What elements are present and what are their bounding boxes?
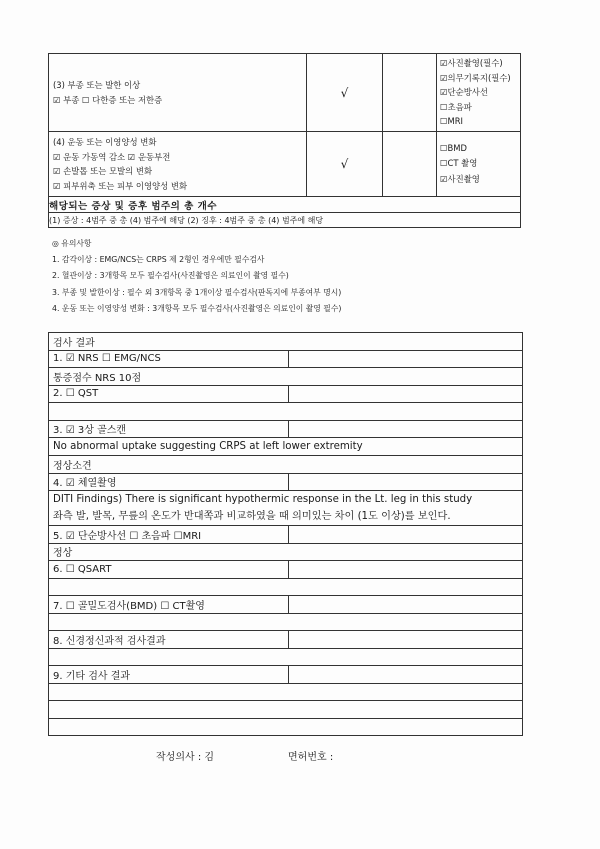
result-bmd: 7. ☐ 골밀도검사(BMD) ☐ CT촬영 <box>49 596 289 614</box>
option: ☐초음파 <box>440 101 472 112</box>
note-item: 1. 감각이상 : EMG/NCS는 CRPS 제 2형인 경우에만 필수검사 <box>52 255 265 265</box>
result-nrs-note: 통증점수 NRS 10점 <box>49 368 523 386</box>
note-item: 2. 혈관이상 : 3개항목 모두 필수검사(사진촬영은 의료인이 촬영 필수) <box>52 271 289 281</box>
option: ☑사진촬영 <box>440 173 480 184</box>
edema-line: ☑ 부종 ☐ 다한증 또는 저한증 <box>53 94 163 105</box>
notes-section <box>52 236 341 317</box>
motor-options <box>437 132 521 197</box>
option: ☐BMD <box>440 142 467 153</box>
result-psych: 8. 신경정신과적 검사결과 <box>49 631 289 649</box>
result-nrs: 1. ☑ NRS ☐ EMG/NCS <box>49 350 289 368</box>
result-thermo-text: DITI Findings) There is significant hypothermic response in the Lt. leg in this study 좌측 발, 발목, 무릎의 온도가 반대쪽과 비교하였을 때 의미있는 차이 (1도 이상)를 보인다. <box>49 491 523 526</box>
motor-line: ☑ 피부위축 또는 피부 이영양성 변화 <box>53 180 188 191</box>
result-thermo: 4. ☑ 체열촬영 <box>49 473 289 491</box>
result-qst: 2. ☐ QST <box>49 385 289 403</box>
result-xray-note: 정상 <box>49 543 523 561</box>
motor-line: ☑ 운동 가동역 감소 ☑ 운동부전 <box>53 151 171 162</box>
edema-check: √ <box>307 54 383 132</box>
notes-heading: ◎ 유의사항 <box>52 239 92 248</box>
option: ☐CT 촬영 <box>440 158 478 169</box>
option: ☐MRI <box>440 116 464 127</box>
result-bonescan-note: 정상소견 <box>49 456 523 474</box>
doctor-name: 작성의사 : 김 <box>156 752 215 763</box>
note-item: 3. 부종 및 발한이상 : 필수 외 3개항목 중 1개이상 필수검사(판독지에 부종여부 명시) <box>52 287 342 297</box>
row-motor <box>49 132 521 197</box>
results-table <box>48 332 523 736</box>
motor-cell <box>49 132 307 197</box>
symptom-table <box>48 53 521 228</box>
results-header: 검사 결과 <box>49 333 523 351</box>
result-bonescan-text: No abnormal uptake suggesting CRPS at left lower extremity <box>49 438 523 456</box>
motor-line: ☑ 손발톱 또는 모발의 변화 <box>53 166 153 176</box>
license-number: 면허번호 : <box>288 752 334 763</box>
result-xray: 5. ☑ 단순방사선 ☐ 초음파 ☐MRI <box>49 526 289 544</box>
result-qsart: 6. ☐ QSART <box>49 561 289 579</box>
row-edema <box>49 54 521 132</box>
motor-title: (4) 운동 또는 이영양성 변화 <box>53 137 157 147</box>
summary-row: (1) 증상 : 4범주 중 총 (4) 범주에 해당 (2) 징후 : 4범주 중 총 (4) 범주에 해당 <box>49 213 521 228</box>
option: ☑단순방사선 <box>440 87 488 98</box>
option: ☑의무기록지(필수) <box>440 72 511 83</box>
note-item: 4. 운동 또는 이영양성 변화 : 3개항목 모두 필수검사(사진촬영은 의료인이 촬영 필수) <box>52 303 342 313</box>
edema-options <box>437 54 521 132</box>
edema-cell <box>49 54 307 132</box>
result-other: 9. 기타 검사 결과 <box>49 666 289 684</box>
summary-header: 해당되는 증상 및 증후 범주의 총 개수 <box>49 197 521 213</box>
motor-check: √ <box>307 132 383 197</box>
result-bonescan: 3. ☑ 3상 골스캔 <box>49 420 289 438</box>
option: ☑사진촬영(필수) <box>440 58 503 69</box>
edema-title: (3) 부종 또는 발한 이상 <box>53 80 141 90</box>
